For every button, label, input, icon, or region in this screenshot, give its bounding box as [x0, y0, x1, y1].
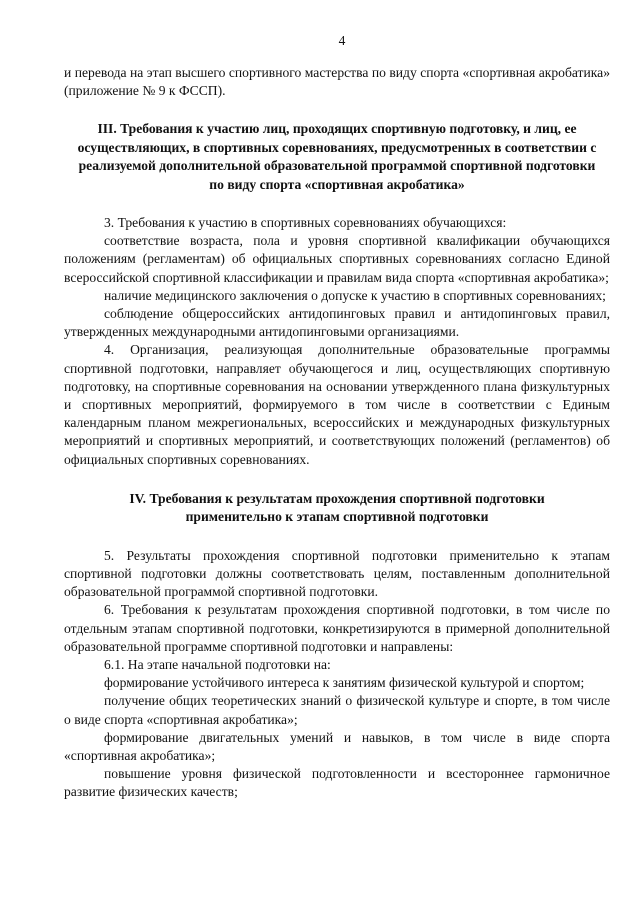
paragraph-3: 3. Требования к участию в спортивных соревнованиях обучающихся:: [104, 215, 507, 231]
paragraph-6: 6. Требования к результатам прохождения спортивной подготовки, в том числе по отдельным этапам спортивной подготовки, конкретизируются в примерной дополнительной образовательной программе спортивной подготовки и направлены:: [64, 602, 610, 654]
paragraph-3-item-age: соответствие возраста, пола и уровня спортивной квалификации обучающихся положениям (регламентам) об официальных спортивных соревнованиях согласно Единой всероссийской спортивной классификации и правилам вида спорта «спортивная акробатика»;: [64, 233, 610, 285]
section-4-heading: IV. Требования к результатам прохождения спортивной подготовки применительно к этапам спортивной подготовки: [129, 490, 545, 525]
paragraph-3-item-antidoping: соблюдение общероссийских антидопинговых правил и антидопинговых правил, утвержденных международными антидопинговыми организациями.: [64, 306, 610, 340]
paragraph-6-1-item-interest: формирование устойчивого интереса к занятиям физической культурой и спортом;: [104, 675, 585, 691]
paragraph-6-1-item-skills: формирование двигательных умений и навыков, в том числе в виде спорта «спортивная акробатика»;: [64, 729, 610, 763]
page-number: 4: [338, 33, 346, 48]
intro-paragraph: и перевода на этап высшего спортивного мастерства по виду спорта «спортивная акробатика» (приложение № 9 к ФССП).: [64, 65, 610, 99]
paragraph-4: 4. Организация, реализующая дополнительные образовательные программы спортивной подготовки, направляет обучающегося и лиц, осуществляющих спортивную подготовку, на спортивные соревнования на основании утвержденного плана физкультурных и спортивных мероприятий, формируемого в том числе в соответствии с Единым календарным планом межрегиональных, всероссийских и международных физкультурных мероприятий и спортивных мероприятий, и соответствующих положений (регламентов) об официальных спортивных соревнованиях.: [64, 342, 610, 467]
paragraph-3-item-medical: наличие медицинского заключения о допуске к участию в спортивных соревнованиях;: [104, 287, 606, 303]
paragraph-6-1: 6.1. На этапе начальной подготовки на:: [104, 656, 331, 672]
section-3-heading: III. Требования к участию лиц, проходящих спортивную подготовку, и лиц, ее осуществляющих, в спортивных соревнованиях, предусмотренных в соответствии с реализуемой дополнительной образовательной программой спортивной подготовки по виду спорта «спортивная акробатика»: [77, 121, 597, 192]
paragraph-5: 5. Результаты прохождения спортивной подготовки применительно к этапам спортивной подготовки должны соответствовать целям, поставленным дополнительной образовательной программой спортивной подготовки.: [64, 547, 610, 600]
paragraph-6-1-item-fitness: повышение уровня физической подготовленности и всестороннее гармоничное развитие физических качеств;: [64, 766, 610, 800]
paragraph-6-1-item-knowledge: получение общих теоретических знаний о физической культуре и спорте, в том числе о виде спорта «спортивная акробатика»;: [64, 693, 610, 727]
